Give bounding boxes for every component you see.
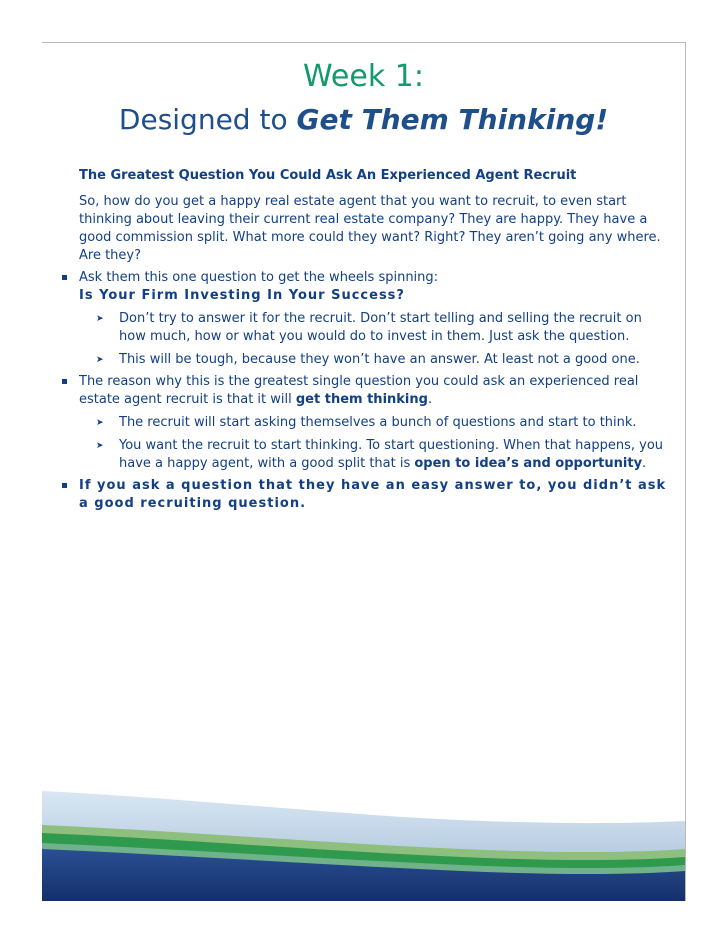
document-body [42, 167, 667, 513]
sub-bullet-item [42, 310, 667, 346]
sub-bullet-text: Don’t try to answer it for the recruit. Don’t start telling and selling the recruit on how much, how or what you would do to invest in them. Just ask the question. [119, 311, 642, 344]
footer-wave-graphic [42, 791, 685, 901]
bullet-bold-text: If you ask a question that they have an easy answer to, you didn’t ask a good recruiting question. [79, 478, 667, 511]
sub-bullet-text: The recruit will start asking themselves a bunch of questions and start to think. [119, 415, 637, 430]
subtitle-italic: Get Them Thinking! [296, 103, 609, 136]
sub-bullet-text: This will be tough, because they won’t have an answer. At least not a good one. [119, 352, 640, 367]
square-bullet-icon [62, 379, 67, 384]
bullet-item [42, 373, 667, 409]
arrow-bullet-icon: ➤ [96, 418, 104, 428]
bullet-text: Ask them this one question to get the wheels spinning: [79, 270, 439, 285]
sub-bullet-item [42, 437, 667, 473]
document-page [42, 42, 686, 901]
arrow-bullet-icon: ➤ [96, 314, 104, 324]
bullet-item [42, 269, 667, 305]
page-title: Week 1: [303, 59, 424, 94]
bullet-item [42, 477, 667, 513]
arrow-bullet-icon: ➤ [96, 355, 104, 365]
bullet-emphasis: get them thinking [295, 392, 428, 407]
sub-bullet-item [42, 351, 667, 369]
sub-bullet-text: You want the recruit to start thinking. To start questioning. When that happens, you have a happy agent, with a good split that is [119, 438, 664, 471]
bullet-text-end: . [427, 392, 433, 407]
arrow-bullet-icon: ➤ [96, 441, 104, 451]
page-subtitle [42, 103, 685, 136]
intro-paragraph: So, how do you get a happy real estate agent that you want to recruit, to even start thinking about leaving their current real estate company? They are happy. They have a good commission split. What more could they want? Right? They aren’t going any where. Are they? [79, 194, 661, 263]
sub-bullet-item [42, 414, 667, 432]
sub-bullet-emphasis: open to idea’s and opportunity [414, 456, 643, 471]
square-bullet-icon [62, 483, 67, 488]
sub-bullet-text-end: . [642, 456, 647, 471]
bullet-text: The reason why this is the greatest single question you could ask an experienced real estate agent recruit is that it will [79, 374, 639, 407]
section-heading: The Greatest Question You Could Ask An Experienced Agent Recruit [79, 168, 577, 183]
square-bullet-icon [62, 275, 67, 280]
subtitle-plain: Designed to [118, 103, 297, 136]
key-question: Is Your Firm Investing In Your Success? [79, 288, 405, 303]
